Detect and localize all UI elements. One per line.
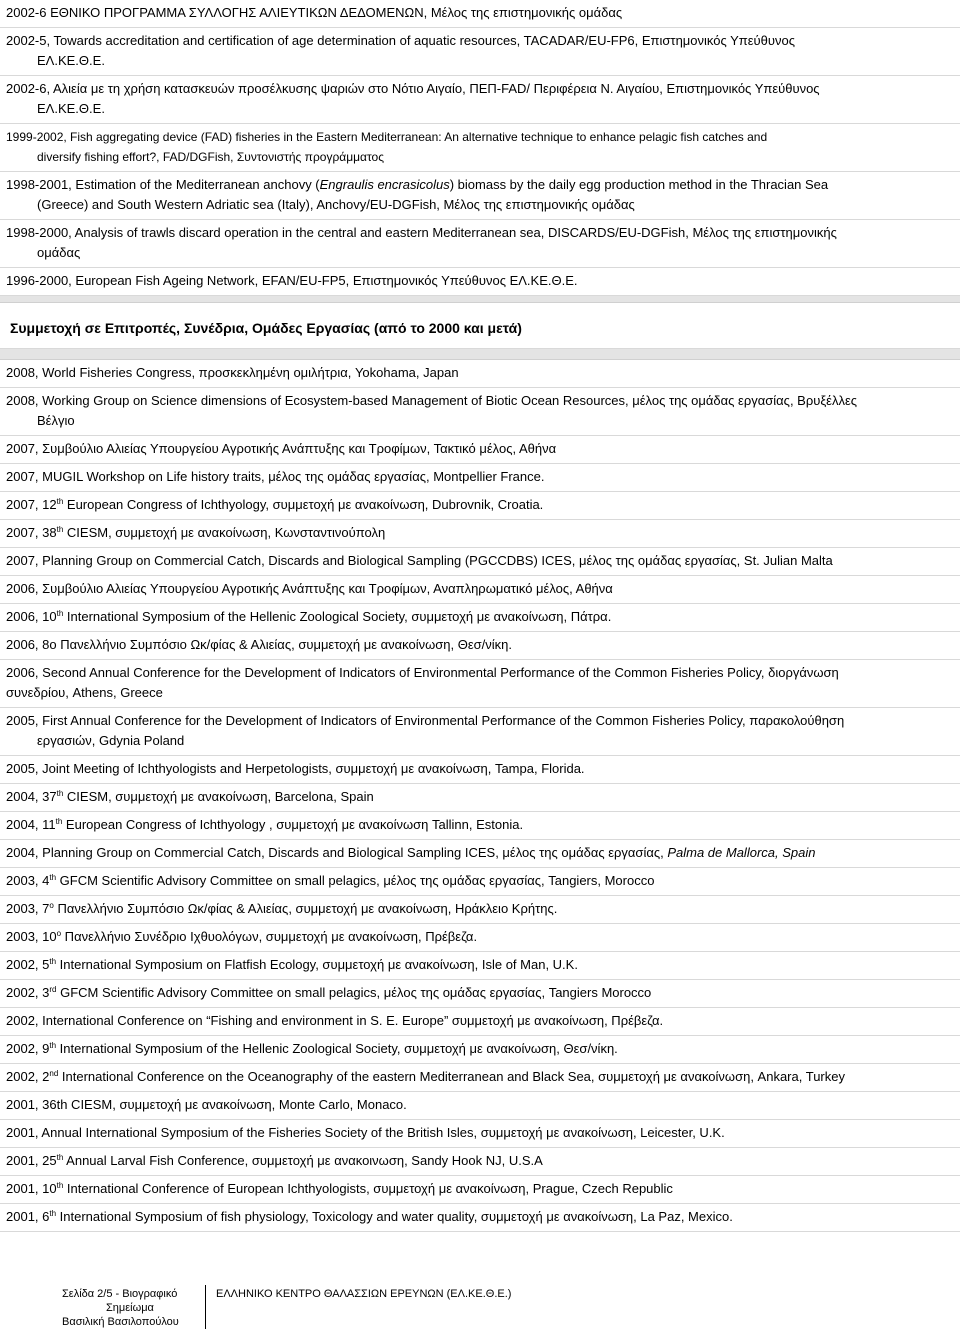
list-item: 2003, $10^o$ Πανελλήνιο Συνέδριο Ιχθυολόγων, συμμετοχή με ανακοίνωση, Πρέβεζα. — [0, 924, 960, 952]
list-item: 2002, 3rd GFCM Scientific Advisory Committee on small pelagics, μέλος της ομάδας εργασίας, Tangiers Morocco — [0, 980, 960, 1008]
list-item: 2007, MUGIL Workshop on Life history traits, μέλος της ομάδας εργασίας, Montpellier France. — [0, 464, 960, 492]
project-item: 2002-5, Towards accreditation and certification of age determination of aquatic resources, TACADAR/EU-FP6, Επιστημονικός Υπεύθυνος ΕΛ.ΚΕ.Θ.Ε. — [0, 28, 960, 76]
list-item: 2001, 36th CIESM, συμμετοχή με ανακοίνωση, Monte Carlo, Monaco. — [0, 1092, 960, 1120]
list-item: 2003, 4th GFCM Scientific Advisory Committee on small pelagics, μέλος της ομάδας εργασίας, Tangiers, Morocco — [0, 868, 960, 896]
project-item: 2002-6, Αλιεία με τη χρήση κατασκευών προσέλκυσης ψαριών στο Νότιο Αιγαίο, ΠΕΠ-FAD/ Περιφέρεια Ν. Αιγαίου, Επιστημονικός Υπεύθυνος ΕΛ.ΚΕ.Θ.Ε. — [0, 76, 960, 124]
list-item: 2002, 2nd International Conference on the Oceanography of the eastern Mediterranean and Black Sea, συμμετοχή με ανακοίνωση, Ankara, Turkey — [0, 1064, 960, 1092]
list-item: 2006, 10th International Symposium of the Hellenic Zoological Society, συμμετοχή με ανακοίνωση, Πάτρα. — [0, 604, 960, 632]
list-item: 2005, Joint Meeting of Ichthyologists and Herpetologists, συμμετοχή με ανακοίνωση, Tampa, Florida. — [0, 756, 960, 784]
list-item: 2007, 38th CIESM, συμμετοχή με ανακοίνωση, Κωνσταντινούπολη — [0, 520, 960, 548]
list-item: 2004, 37th CIESM, συμμετοχή με ανακοίνωση, Barcelona, Spain — [0, 784, 960, 812]
list-item: 2008, World Fisheries Congress, προσκεκλημένη ομιλήτρια, Yokohama, Japan — [0, 360, 960, 388]
list-item: 2006, Συμβούλιο Αλιείας Υπουργείου Αγροτικής Ανάπτυξης και Τροφίμων, Αναπληρωματικό μέλος, Αθήνα — [0, 576, 960, 604]
list-item: 2006, Second Annual Conference for the Development of Indicators of Environmental Performance of the Common Fisheries Policy, διοργάνωση συνεδρίου, Athens, Greece — [0, 660, 960, 708]
divider — [0, 349, 960, 360]
footer-organization: ΕΛΛΗΝΙΚΟ ΚΕΝΤΡΟ ΘΑΛΑΣΣΙΩΝ ΕΡΕΥΝΩΝ (ΕΛ.ΚΕ.Θ.Ε.) — [216, 1288, 512, 1300]
list-item: 2002, International Conference on “Fishing and environment in S. E. Europe” συμμετοχή με ανακοίνωση, Πρέβεζα. — [0, 1008, 960, 1036]
list-item: 2004, 11th European Congress of Ichthyology , συμμετοχή με ανακοίνωση Tallinn, Estonia. — [0, 812, 960, 840]
list-item: 2002, 5th International Symposium on Flatfish Ecology, συμμετοχή με ανακοίνωση, Isle of Man, U.K. — [0, 952, 960, 980]
section-title: Συμμετοχή σε Επιτροπές, Συνέδρια, Ομάδες Εργασίας (από το 2000 και μετά) — [0, 303, 960, 349]
list-item: 2003, $7^o$ Πανελλήνιο Συμπόσιο Ωκ/φίας & Αλιείας, συμμετοχή με ανακοίνωση, Ηράκλειο Κρήτης. — [0, 896, 960, 924]
list-item: 2001, 25th Annual Larval Fish Conference, συμμετοχή με ανακοινωση, Sandy Hook NJ, U.S.A — [0, 1148, 960, 1176]
list-item: 2007, Planning Group on Commercial Catch, Discards and Biological Sampling (PGCCDBS) ICES, μέλος της ομάδας εργασίας, St. Julian Malta — [0, 548, 960, 576]
list-item: 2004, Planning Group on Commercial Catch, Discards and Biological Sampling ICES, μέλος της ομάδας εργασίας, Palma de Mallorca, Spain — [0, 840, 960, 868]
list-item: 2005, First Annual Conference for the Development of Indicators of Environmental Performance of the Common Fisheries Policy, παρακολούθηση εργασιών, Gdynia Poland — [0, 708, 960, 756]
project-item: 1999-2002, Fish aggregating device (FAD) fisheries in the Eastern Mediterranean: An alternative technique to enhance pelagic fish catches and diversify fishing effort?, FAD/DGFish, Συντονιστής προγράμματος — [0, 124, 960, 172]
list-item: 2002, 9th International Symposium of the Hellenic Zoological Society, συμμετοχή με ανακοίνωση, Θεσ/νίκη. — [0, 1036, 960, 1064]
project-item: 1996-2000, European Fish Ageing Network, EFAN/EU-FP5, Επιστημονικός Υπεύθυνος ΕΛ.ΚΕ.Θ.Ε. — [0, 268, 960, 296]
project-item: 1998-2001, Estimation of the Mediterranean anchovy (Engraulis encrasicolus) biomass by the daily egg production method in the Thracian Sea (Greece) and South Western Adriatic sea (Italy), Anchovy/EU-DGFish, Μέλος της επιστημονικής ομάδας — [0, 172, 960, 220]
list-item: 2007, Συμβούλιο Αλιείας Υπουργείου Αγροτικής Ανάπτυξης και Τροφίμων, Τακτικό μέλος, Αθήνα — [0, 436, 960, 464]
footer-page-info: Σελίδα 2/5 - Βιογραφικό Σημείωμα Βασιλική Βασιλοπούλου — [62, 1288, 179, 1328]
list-item: 2001, Annual International Symposium of the Fisheries Society of the British Isles, συμμετοχή με ανακοίνωση, Leicester, U.K. — [0, 1120, 960, 1148]
list-item: 2001, 6th International Symposium of fish physiology, Toxicology and water quality, συμμετοχή με ανακοίνωση, La Paz, Mexico. — [0, 1204, 960, 1232]
projects-list — [0, 0, 960, 296]
participation-list — [0, 360, 960, 1232]
project-item: 2002-6 ΕΘΝΙΚΟ ΠΡΟΓΡΑΜΜΑ ΣΥΛΛΟΓΗΣ ΑΛΙΕΥΤΙΚΩΝ ΔΕΔΟΜΕΝΩΝ, Μέλος της επιστημονικής ομάδας — [0, 0, 960, 28]
list-item: 2008, Working Group on Science dimensions of Ecosystem-based Management of Biotic Ocean Resources, μέλος της ομάδας εργασίας, Βρυξέλλες Βέλγιο — [0, 388, 960, 436]
footer-divider — [205, 1285, 206, 1329]
list-item: 2001, 10th International Conference of European Ichthyologists, συμμετοχή με ανακοίνωση, Prague, Czech Republic — [0, 1176, 960, 1204]
project-item: 1998-2000, Analysis of trawls discard operation in the central and eastern Mediterranean sea, DISCARDS/EU-DGFish, Μέλος της επιστημονικής ομάδας — [0, 220, 960, 268]
page-footer — [0, 1281, 960, 1333]
divider — [0, 296, 960, 303]
list-item: 2006, 8ο Πανελλήνιο Συμπόσιο Ωκ/φίας & Αλιείας, συμμετοχή με ανακοίνωση, Θεσ/νίκη. — [0, 632, 960, 660]
list-item: 2007, 12th European Congress of Ichthyology, συμμετοχή με ανακοίνωση, Dubrovnik, Croatia. — [0, 492, 960, 520]
